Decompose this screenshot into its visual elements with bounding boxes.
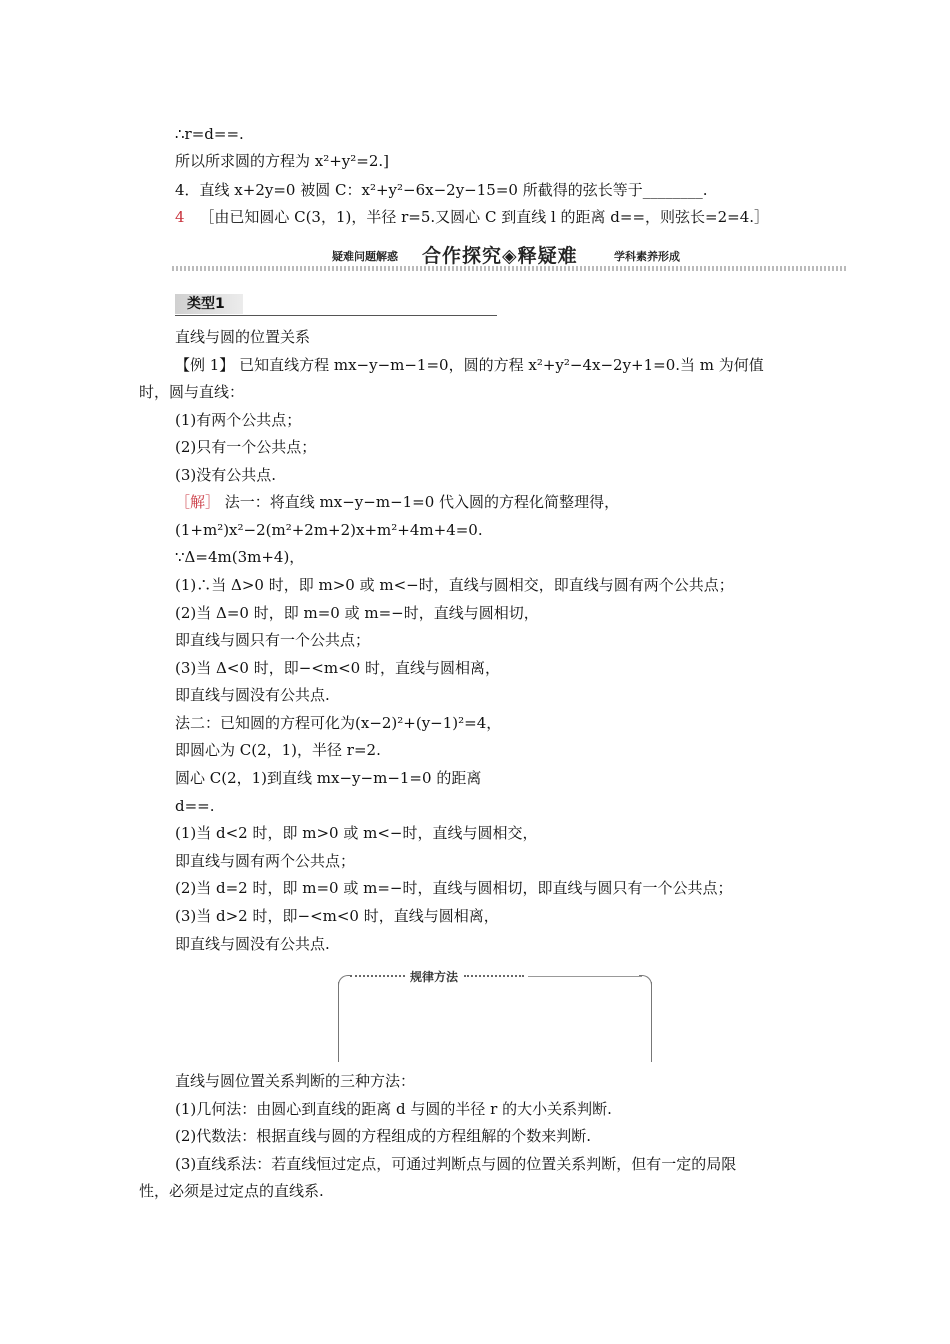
solution-text: 法一：将直线 mx−y−m−1=0 代入圆的方程化简整理得，	[220, 493, 620, 511]
example-item: (2)只有一个公共点；	[175, 438, 317, 456]
solution-line: d==.	[175, 797, 215, 815]
method-box	[338, 972, 652, 1062]
banner-right-label: 学科素养形成	[614, 250, 680, 263]
method-title: 规律方法	[410, 970, 459, 984]
method-line: (3)直线系法：若直线恒过定点，可通过判断点与圆的位置关系判断，但有一定的局限	[175, 1155, 737, 1173]
example-item: (3)没有公共点.	[175, 466, 277, 484]
method-line: 性，必须是过定点的直线系.	[139, 1182, 324, 1200]
method-line: (1)几何法：由圆心到直线的距离 d 与圆的半径 r 的大小关系判断.	[175, 1100, 612, 1118]
box-right-edge	[651, 982, 652, 1062]
solution-line: 法二：已知圆的方程可化为(x−2)²+(y−1)²=4，	[175, 714, 502, 732]
solution-line: (3)当 Δ<0 时，即−<m<0 时，直线与圆相离，	[175, 659, 500, 677]
method-line: 直线与圆位置关系判断的三种方法：	[175, 1072, 416, 1090]
solution-tag: ［解］	[175, 493, 221, 511]
solution-line: 即直线与圆没有公共点.	[175, 686, 330, 704]
text-line: 所以所求圆的方程为 x²+y²=2.]	[175, 152, 390, 170]
solution-line	[175, 492, 619, 512]
solution-line: ∵Δ=4m(3m+4)，	[175, 548, 305, 566]
solution-line: (2)当 Δ=0 时，即 m=0 或 m=−时，直线与圆相切，	[175, 604, 539, 622]
box-left-edge	[338, 982, 339, 1062]
method-line: (2)代数法：根据直线与圆的方程组成的方程组解的个数来判断.	[175, 1127, 592, 1145]
section-banner	[172, 240, 848, 274]
type-heading	[175, 293, 497, 316]
solution-line: 即圆心为 C(2，1)，半径 r=2.	[175, 741, 381, 759]
example-line: 【例 1】 已知直线方程 mx−y−m−1=0，圆的方程 x²+y²−4x−2y+1=0.当 m 为何值	[175, 356, 764, 374]
example-line: 时，圆与直线：	[139, 383, 245, 401]
box-dots	[464, 975, 524, 979]
answer-4	[175, 207, 769, 227]
answer-number: 4	[175, 208, 185, 226]
solution-line: (1)∴当 Δ>0 时，即 m>0 或 m<−时，直线与圆相交，即直线与圆有两个公共点；	[175, 576, 734, 594]
solution-line: 即直线与圆没有公共点.	[175, 935, 330, 953]
solution-line: (1)当 d<2 时，即 m>0 或 m<−时，直线与圆相交，	[175, 824, 538, 842]
box-top-line	[528, 976, 642, 977]
banner-title: 合作探究◈释疑难	[422, 245, 578, 267]
solution-line: (1+m²)x²−2(m²+2m+2)x+m²+4m+4=0.	[175, 521, 483, 539]
box-dots	[350, 975, 405, 979]
solution-line: 圆心 C(2，1)到直线 mx−y−m−1=0 的距离	[175, 769, 482, 787]
section-title: 直线与圆的位置关系	[175, 328, 311, 346]
solution-line: 即直线与圆只有一个公共点；	[175, 631, 371, 649]
banner-left-label: 疑难问题解惑	[332, 250, 398, 263]
question-4: 4．直线 x+2y=0 被圆 C：x²+y²−6x−2y−15=0 所截得的弦长等于________.	[175, 181, 708, 199]
type-label: 类型1	[175, 294, 243, 314]
solution-line: (3)当 d>2 时，即−<m<0 时，直线与圆相离，	[175, 907, 499, 925]
solution-line: 即直线与圆有两个公共点；	[175, 852, 356, 870]
text-line: ∴r=d==.	[175, 125, 244, 143]
answer-text: ［由已知圆心 C(3，1)，半径 r=5.又圆心 C 到直线 l 的距离 d==，则弦长=2=4.］	[199, 208, 770, 226]
example-item: (1)有两个公共点；	[175, 411, 302, 429]
solution-line: (2)当 d=2 时，即 m=0 或 m=−时，直线与圆相切，即直线与圆只有一个公共点；	[175, 879, 733, 897]
